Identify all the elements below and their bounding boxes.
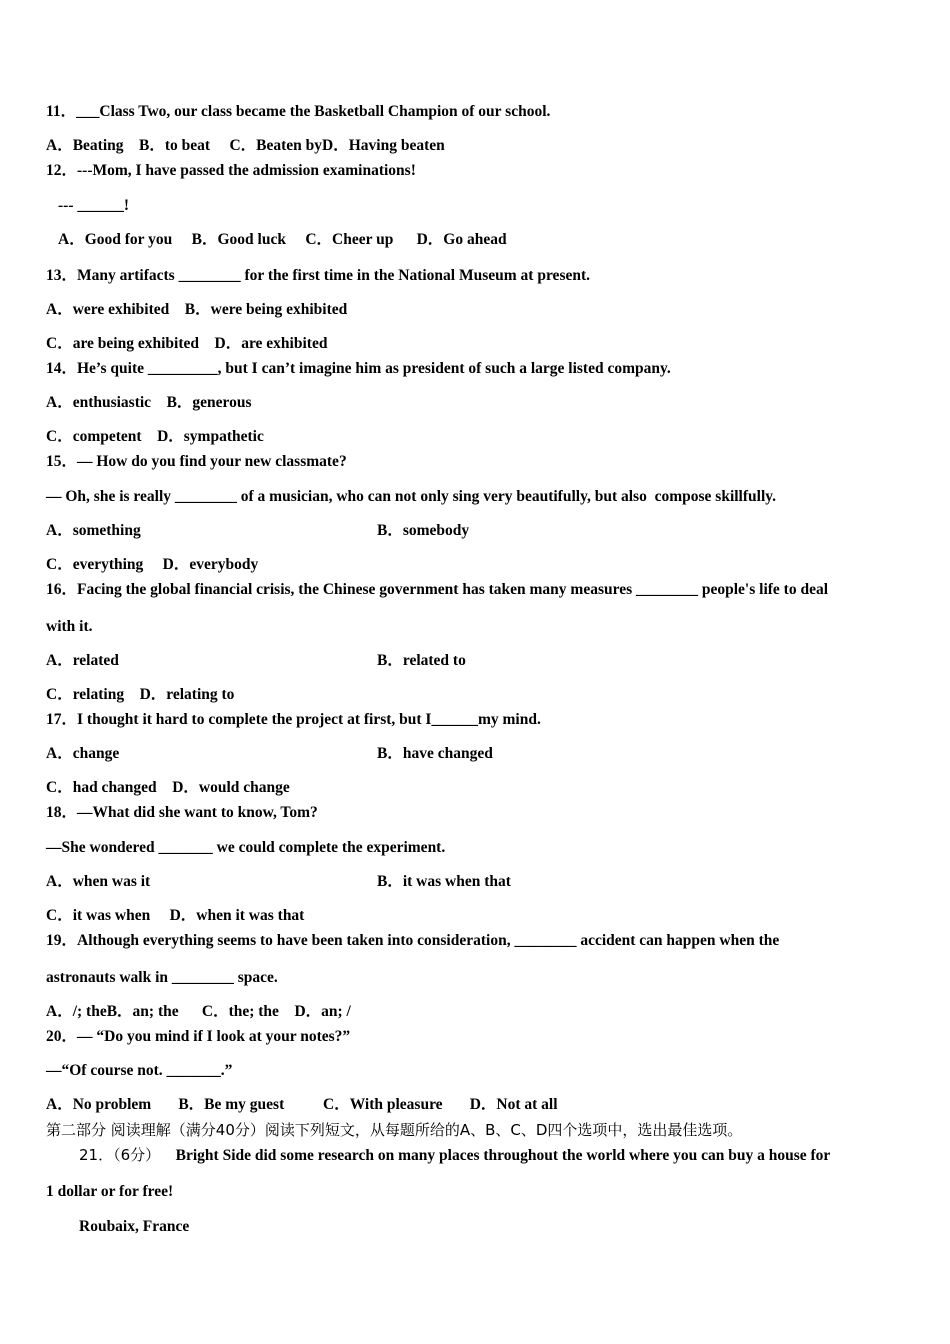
q16-option-d: D．relating to	[139, 686, 235, 703]
q12-option-d: D．Go ahead	[416, 231, 507, 248]
q14-option-a: A．enthusiastic	[46, 394, 152, 411]
part2-heading: 第二部分 阅读理解（满分40分）阅读下列短文，从每题所给的A、B、C、D四个选项中，选出最佳选项。	[46, 1121, 743, 1139]
q20-reply: —“Of course not. _______.”	[46, 1062, 233, 1079]
q14-option-d: D．sympathetic	[157, 428, 264, 445]
q15-option-b: B．somebody	[377, 522, 470, 539]
q13-option-a: A．were exhibited	[46, 301, 170, 318]
q11-option-a: A．Beating	[46, 137, 124, 154]
q14-option-b: B．generous	[166, 394, 252, 411]
q17-option-a: A．change	[46, 745, 120, 762]
q18-option-c: C．it was when	[46, 907, 151, 924]
q19-option-b: B．an; the	[106, 1003, 179, 1020]
q13-stem: 13．Many artifacts ________ for the first time in the National Museum at present.	[46, 267, 591, 284]
q15-reply: — Oh, she is really ________ of a musician, who can not only sing very beautifully, but also compose skillfully.	[46, 488, 777, 505]
q18-option-b: B．it was when that	[377, 873, 511, 890]
q13-option-d: D．are exhibited	[214, 335, 328, 352]
q20-option-c: C．With pleasure	[323, 1096, 443, 1113]
q13-option-b: B．were being exhibited	[184, 301, 348, 318]
q12-option-a: A．Good for you	[58, 231, 173, 248]
q11-option-d: D．Having beaten	[322, 137, 445, 154]
q14-options-row2	[46, 427, 264, 447]
q20-stem: 20．— “Do you mind if I look at your notes?”	[46, 1028, 351, 1045]
q16-option-a: A．related	[46, 652, 119, 669]
q17-stem: 17．I thought it hard to complete the project at first, but I______my mind.	[46, 711, 541, 728]
q18-reply: —She wondered _______ we could complete the experiment.	[46, 839, 446, 856]
q21-line1	[79, 1145, 830, 1166]
q18-option-d: D．when it was that	[169, 907, 305, 924]
q13-options-row1	[46, 300, 347, 320]
q16-option-b: B．related to	[377, 652, 466, 669]
q17-option-b: B．have changed	[377, 745, 493, 762]
q17-options-row2	[46, 778, 290, 798]
q20-option-b: B．Be my guest	[178, 1096, 285, 1113]
q18-stem: 18．—What did she want to know, Tom?	[46, 804, 318, 821]
q20-option-a: A．No problem	[46, 1096, 152, 1113]
q20-option-d: D．Not at all	[469, 1096, 558, 1113]
q18-options-row2	[46, 906, 304, 926]
q19-stem-line2: astronauts walk in ________ space.	[46, 969, 278, 986]
q16-options-row2	[46, 685, 234, 705]
q17-option-c: C．had changed	[46, 779, 157, 796]
passage-subheading: Roubaix, France	[79, 1218, 190, 1235]
q12-option-b: B．Good luck	[191, 231, 286, 248]
q16-option-c: C．relating	[46, 686, 125, 703]
q12-options	[58, 230, 507, 250]
q12-reply: --- ______!	[58, 197, 130, 214]
q12-stem: 12．---Mom, I have passed the admission examinations!	[46, 162, 416, 179]
q14-stem: 14．He’s quite _________, but I can’t imagine him as president of such a large listed company.	[46, 360, 671, 377]
q21-text: Bright Side did some research on many places throughout the world where you can buy a house for	[175, 1147, 831, 1164]
q11-option-b: B．to beat	[139, 137, 211, 154]
q13-options-row2	[46, 334, 327, 354]
q15-stem: 15．— How do you find your new classmate?	[46, 453, 347, 470]
q21-line2: 1 dollar or for free!	[46, 1183, 174, 1200]
q14-option-c: C．competent	[46, 428, 142, 445]
q11-stem: 11．___Class Two, our class became the Basketball Champion of our school.	[46, 103, 551, 120]
q11-options	[46, 136, 445, 156]
q19-option-a: A．/; the	[46, 1003, 107, 1020]
q19-option-c: C．the; the	[201, 1003, 279, 1020]
q20-options	[46, 1095, 558, 1115]
q16-stem-line1: 16．Facing the global financial crisis, the Chinese government has taken many measures ________ people's life to deal	[46, 581, 829, 598]
q11-option-c: C．Beaten by	[229, 137, 323, 154]
q14-options-row1	[46, 393, 252, 413]
q13-option-c: C．are being exhibited	[46, 335, 199, 352]
q18-option-a: A．when was it	[46, 873, 151, 890]
q15-option-a: A．something	[46, 522, 141, 539]
q15-options-row2	[46, 555, 258, 575]
q19-options	[46, 1002, 351, 1022]
q19-stem-line1: 19．Although everything seems to have been taken into consideration, ________ accident can happen when the	[46, 932, 780, 949]
q15-option-c: C．everything	[46, 556, 144, 573]
q15-option-d: D．everybody	[162, 556, 259, 573]
q21-number: 21．（6分）	[79, 1146, 161, 1164]
q16-stem-line2: with it.	[46, 618, 93, 635]
q17-option-d: D．would change	[172, 779, 290, 796]
q19-option-d: D．an; /	[294, 1003, 351, 1020]
q12-option-c: C．Cheer up	[305, 231, 394, 248]
